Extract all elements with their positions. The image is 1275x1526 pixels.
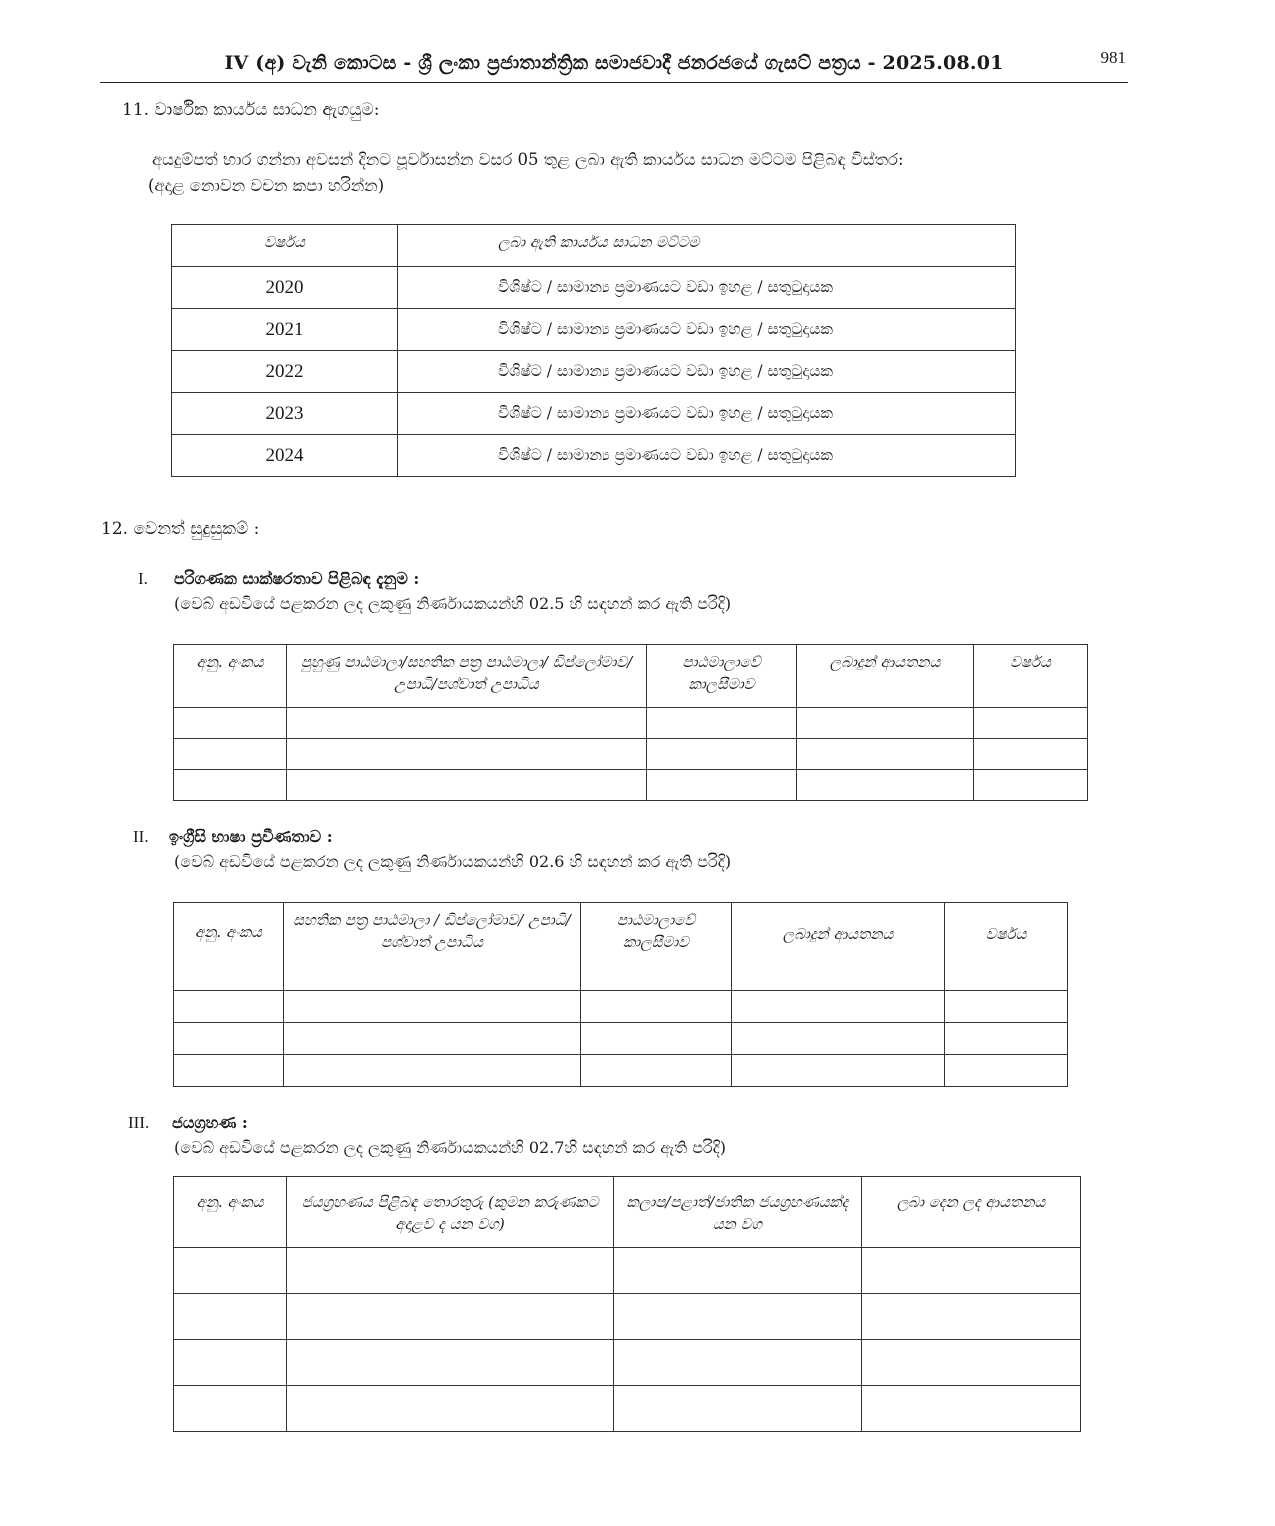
header-serial-no: අනු. අංකය bbox=[174, 903, 284, 991]
table-row bbox=[172, 393, 1016, 435]
sub-3-number: III. bbox=[128, 1113, 150, 1132]
table-row bbox=[174, 770, 1088, 801]
table-row bbox=[174, 1023, 1068, 1055]
sub-2-title-line bbox=[133, 827, 333, 847]
row-level: විශිෂ්ට / සාමාන්‍ය ප්‍රමාණයට වඩා ඉහළ / සතුටුදායක bbox=[398, 267, 1016, 309]
header-year: වර්ෂය bbox=[974, 645, 1088, 708]
sub-1-number: I. bbox=[138, 569, 148, 588]
sub-2-note: (වෙබ් අඩවියේ පළකරන ලද ලකුණු නිර්ණායකයන්හි 02.6 හි සඳහන් කර ඇති පරිදි) bbox=[174, 852, 732, 871]
achievements-table bbox=[173, 1176, 1081, 1432]
row-level: විශිෂ්ට / සාමාන්‍ය ප්‍රමාණයට වඩා ඉහළ / සතුටුදායක bbox=[398, 435, 1016, 477]
header-title: IV (අ) වැනි කොටස - ශ්‍රී ලංකා ප්‍රජාතාන්ත්‍රික සමාජවාදී ජනරජයේ ගැසට් පත්‍රය - 2025.08.01 bbox=[224, 52, 1004, 74]
section-11-description: අයදුම්පත් භාර ගන්නා අවසන් දිනට පූර්වාසන්න වසර 05 තුළ ලබා ඇති කාර්යය සාධන මට්ටම පිළිබඳ විස්තර: bbox=[152, 150, 904, 169]
row-year: 2023 bbox=[172, 393, 398, 435]
table-row bbox=[172, 435, 1016, 477]
sub-1-title-line bbox=[138, 569, 419, 589]
section-11-heading: 11. වාර්ෂික කාර්යය සාධන ඇගයුම: bbox=[122, 100, 380, 120]
page-number: 981 bbox=[1100, 48, 1126, 67]
header-institution: ලබා දෙන ලද ආයතනය bbox=[862, 1177, 1081, 1248]
table-row bbox=[174, 1340, 1081, 1386]
header-serial-no: අනු. අංකය bbox=[174, 1177, 287, 1248]
table-row bbox=[172, 267, 1016, 309]
sub-3-title: ජයග්‍රහණ : bbox=[172, 1113, 248, 1132]
header-year: වර්ෂය bbox=[172, 225, 398, 267]
table-row bbox=[174, 991, 1068, 1023]
sub-1-note: (වෙබ් අඩවියේ පළකරන ලද ලකුණු නිර්ණායකයන්හි 02.5 හි සඳහන් කර ඇති පරිදි) bbox=[174, 594, 732, 613]
sub-2-title: ඉංග්‍රීසි භාෂා ප්‍රවීණතාව : bbox=[169, 827, 333, 846]
gazette-header bbox=[100, 48, 1128, 83]
performance-table bbox=[171, 224, 1016, 477]
row-year: 2020 bbox=[172, 267, 398, 309]
header-achievement-info: ජයග්‍රහණය පිළිබඳ තොරතුරු (කුමන කරුණකට අදාළව ද යන වග) bbox=[287, 1177, 614, 1248]
header-serial-no: අනු. අංකය bbox=[174, 645, 287, 708]
header-institution: ලබාදුන් ආයතනය bbox=[732, 903, 945, 991]
section-12-heading: 12. වෙනත් සුදුසුකම් : bbox=[101, 519, 260, 539]
table-row bbox=[172, 309, 1016, 351]
table-row bbox=[174, 1294, 1081, 1340]
header-duration: පාඨමාලාවේ කාලසීමාව bbox=[581, 903, 732, 991]
header-institution: ලබාදුන් ආයතනය bbox=[797, 645, 974, 708]
row-level: විශිෂ්ට / සාමාන්‍ය ප්‍රමාණයට වඩා ඉහළ / සතුටුදායක bbox=[398, 393, 1016, 435]
sub-3-title-line bbox=[128, 1113, 248, 1133]
table-row bbox=[174, 708, 1088, 739]
row-level: විශිෂ්ට / සාමාන්‍ය ප්‍රමාණයට වඩා ඉහළ / සතුටුදායක bbox=[398, 351, 1016, 393]
header-performance-level: ලබා ඇති කාර්යය සාධන මට්ටම bbox=[398, 225, 1016, 267]
row-level: විශිෂ්ට / සාමාන්‍ය ප්‍රමාණයට වඩා ඉහළ / සතුටුදායක bbox=[398, 309, 1016, 351]
computer-literacy-table bbox=[173, 644, 1088, 801]
header-course: සහතික පත්‍ර පාඨමාලා / ඩිප්ලෝමාව/ උපාධි/පශ්චාත් උපාධිය bbox=[284, 903, 581, 991]
row-year: 2024 bbox=[172, 435, 398, 477]
table-row bbox=[174, 739, 1088, 770]
header-course: පුහුණු පාඨමාලා/සහතික පත්‍ර පාඨමාලා/ ඩිප්ලෝමාව/ උපාධි/පශ්චාත් උපාධිය bbox=[287, 645, 647, 708]
header-level: කලාප/පළාත්/ජාතික ජයග්‍රහණයක්ද යන වග bbox=[614, 1177, 862, 1248]
english-proficiency-table bbox=[173, 902, 1068, 1087]
table-row bbox=[174, 1055, 1068, 1087]
table-row bbox=[172, 351, 1016, 393]
sub-2-number: II. bbox=[133, 827, 149, 846]
table-row bbox=[174, 1248, 1081, 1294]
row-year: 2022 bbox=[172, 351, 398, 393]
sub-1-title: පරිගණක සාක්ෂරතාව පිළිබඳ දැනුම : bbox=[174, 569, 420, 588]
header-duration: පාඨමාලාවේ කාලසීමාව bbox=[647, 645, 797, 708]
sub-3-note: (වෙබ් අඩවියේ පළකරන ලද ලකුණු නිර්ණායකයන්හි 02.7හි සඳහන් කර ඇති පරිදි) bbox=[174, 1138, 727, 1157]
section-11-note: (අදාළ නොවන වචන කපා හරින්න) bbox=[148, 176, 385, 195]
table-row bbox=[174, 1386, 1081, 1432]
header-year: වර්ෂය bbox=[945, 903, 1068, 991]
row-year: 2021 bbox=[172, 309, 398, 351]
